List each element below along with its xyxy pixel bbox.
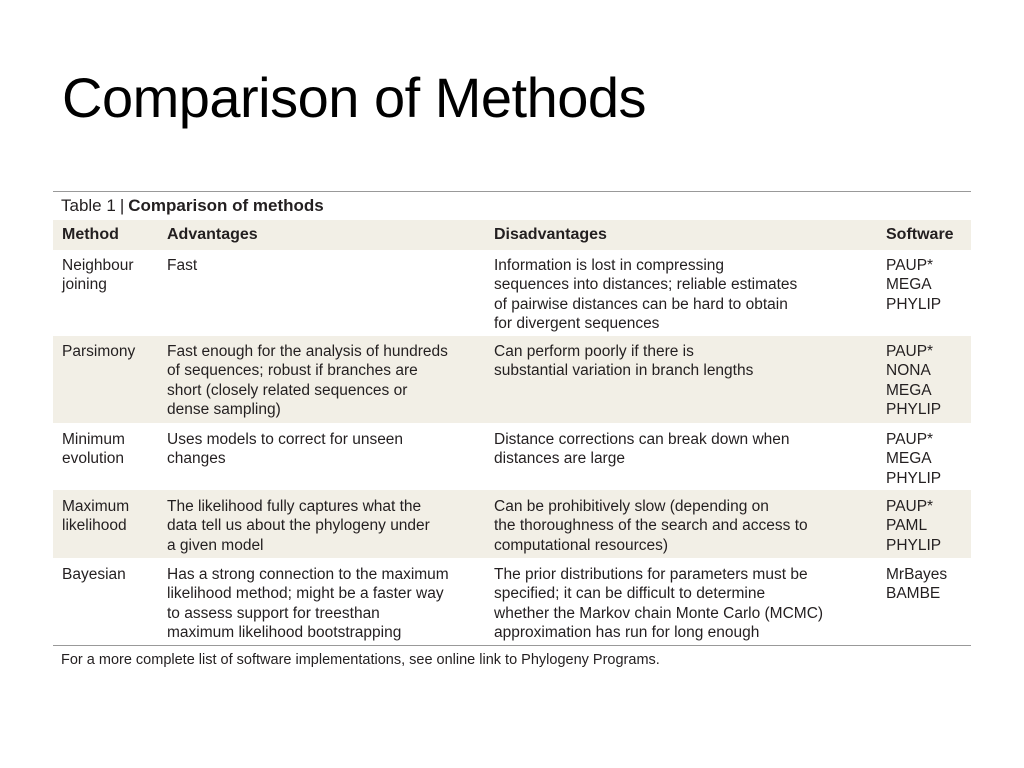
software-cell <box>877 497 971 558</box>
cell-line: distances are large <box>494 450 625 468</box>
table-row <box>53 558 971 645</box>
cell-line: computational resources) <box>494 536 669 554</box>
cell-line: to assess support for treesthan <box>167 604 380 622</box>
cell-line: data tell us about the phylogeny under <box>167 517 430 535</box>
cell-line: sequences into distances; reliable estimates <box>494 276 798 294</box>
method-cell <box>53 430 157 490</box>
cell-line: Can perform poorly if there is <box>494 343 694 360</box>
cell-line: Maximum <box>62 498 130 515</box>
cell-line: whether the Markov chain Monte Carlo (MCMC) <box>494 604 824 622</box>
advantages-cell <box>157 565 485 645</box>
cell-line: PAML <box>886 517 928 535</box>
cell-line: MrBayes <box>886 566 948 583</box>
column-header-disadvantages: Disadvantages <box>494 226 607 244</box>
advantages-cell <box>157 256 485 336</box>
caption-name: Comparison of methods <box>128 196 324 216</box>
cell-line: joining <box>62 276 107 294</box>
cell-line: PAUP* <box>886 343 934 360</box>
table-row <box>53 423 971 490</box>
table-caption <box>53 192 971 220</box>
cell-line: the thoroughness of the search and access to <box>494 517 808 535</box>
cell-line: Bayesian <box>62 566 126 583</box>
cell-line: Fast enough for the analysis of hundreds <box>167 343 448 360</box>
software-cell <box>877 342 971 423</box>
column-header-software: Software <box>886 226 954 244</box>
comparison-table <box>53 191 971 670</box>
cell-line: Uses models to correct for unseen <box>167 431 404 448</box>
cell-line: Fast <box>167 257 198 274</box>
method-cell <box>53 256 157 336</box>
cell-line: specified; it can be difficult to determine <box>494 585 766 603</box>
cell-line: MEGA <box>886 381 932 399</box>
cell-line: a given model <box>167 536 264 554</box>
column-header-method: Method <box>62 226 119 244</box>
cell-line: The prior distributions for parameters must be <box>494 566 808 583</box>
cell-line: likelihood method; might be a faster way <box>167 585 444 603</box>
cell-line: Parsimony <box>62 343 136 360</box>
cell-line: evolution <box>62 450 125 468</box>
cell-line: for divergent sequences <box>494 315 660 333</box>
advantages-cell <box>157 342 485 423</box>
caption-prefix: Table 1 <box>61 196 116 216</box>
cell-line: The likelihood fully captures what the <box>167 498 422 515</box>
cell-line: of sequences; robust if branches are <box>167 362 418 380</box>
method-cell <box>53 565 157 645</box>
cell-line: dense sampling) <box>167 401 281 419</box>
cell-line: of pairwise distances can be hard to obtain <box>494 295 788 313</box>
table-row <box>53 250 971 336</box>
caption-separator: | <box>119 196 125 216</box>
disadvantages-cell <box>485 256 877 336</box>
advantages-cell <box>157 430 485 490</box>
cell-line: Can be prohibitively slow (depending on <box>494 498 769 515</box>
cell-line: PAUP* <box>886 498 934 515</box>
cell-line: NONA <box>886 362 931 380</box>
cell-line: likelihood <box>62 517 127 535</box>
software-cell <box>877 430 971 490</box>
cell-line: Neighbour <box>62 257 134 274</box>
disadvantages-cell <box>485 342 877 423</box>
cell-line: approximation has run for long enough <box>494 624 760 642</box>
cell-line: Information is lost in compressing <box>494 257 725 274</box>
disadvantages-cell <box>485 565 877 645</box>
cell-line: Has a strong connection to the maximum <box>167 566 449 583</box>
method-cell <box>53 497 157 558</box>
cell-line: Minimum <box>62 431 125 448</box>
cell-line: PAUP* <box>886 257 934 274</box>
software-cell <box>877 565 971 645</box>
cell-line: PHYLIP <box>886 536 942 554</box>
software-cell <box>877 256 971 336</box>
cell-line: Distance corrections can break down when <box>494 431 790 448</box>
method-cell <box>53 342 157 423</box>
cell-line: MEGA <box>886 276 932 294</box>
column-header-advantages: Advantages <box>167 226 258 244</box>
cell-line: PHYLIP <box>886 401 942 419</box>
table-row <box>53 490 971 558</box>
slide-title: Comparison of Methods <box>62 66 647 129</box>
cell-line: BAMBE <box>886 585 941 603</box>
table-footnote: For a more complete list of software implementations, see online link to Phylogeny Programs. <box>61 652 660 668</box>
cell-line: PHYLIP <box>886 295 942 313</box>
cell-line: substantial variation in branch lengths <box>494 362 754 380</box>
disadvantages-cell <box>485 430 877 490</box>
cell-line: maximum likelihood bootstrapping <box>167 624 402 642</box>
cell-line: PAUP* <box>886 431 934 448</box>
disadvantages-cell <box>485 497 877 558</box>
advantages-cell <box>157 497 485 558</box>
table-row <box>53 336 971 423</box>
cell-line: short (closely related sequences or <box>167 381 408 399</box>
cell-line: PHYLIP <box>886 469 942 487</box>
cell-line: changes <box>167 450 226 468</box>
cell-line: MEGA <box>886 450 932 468</box>
table-header-row <box>53 220 971 250</box>
